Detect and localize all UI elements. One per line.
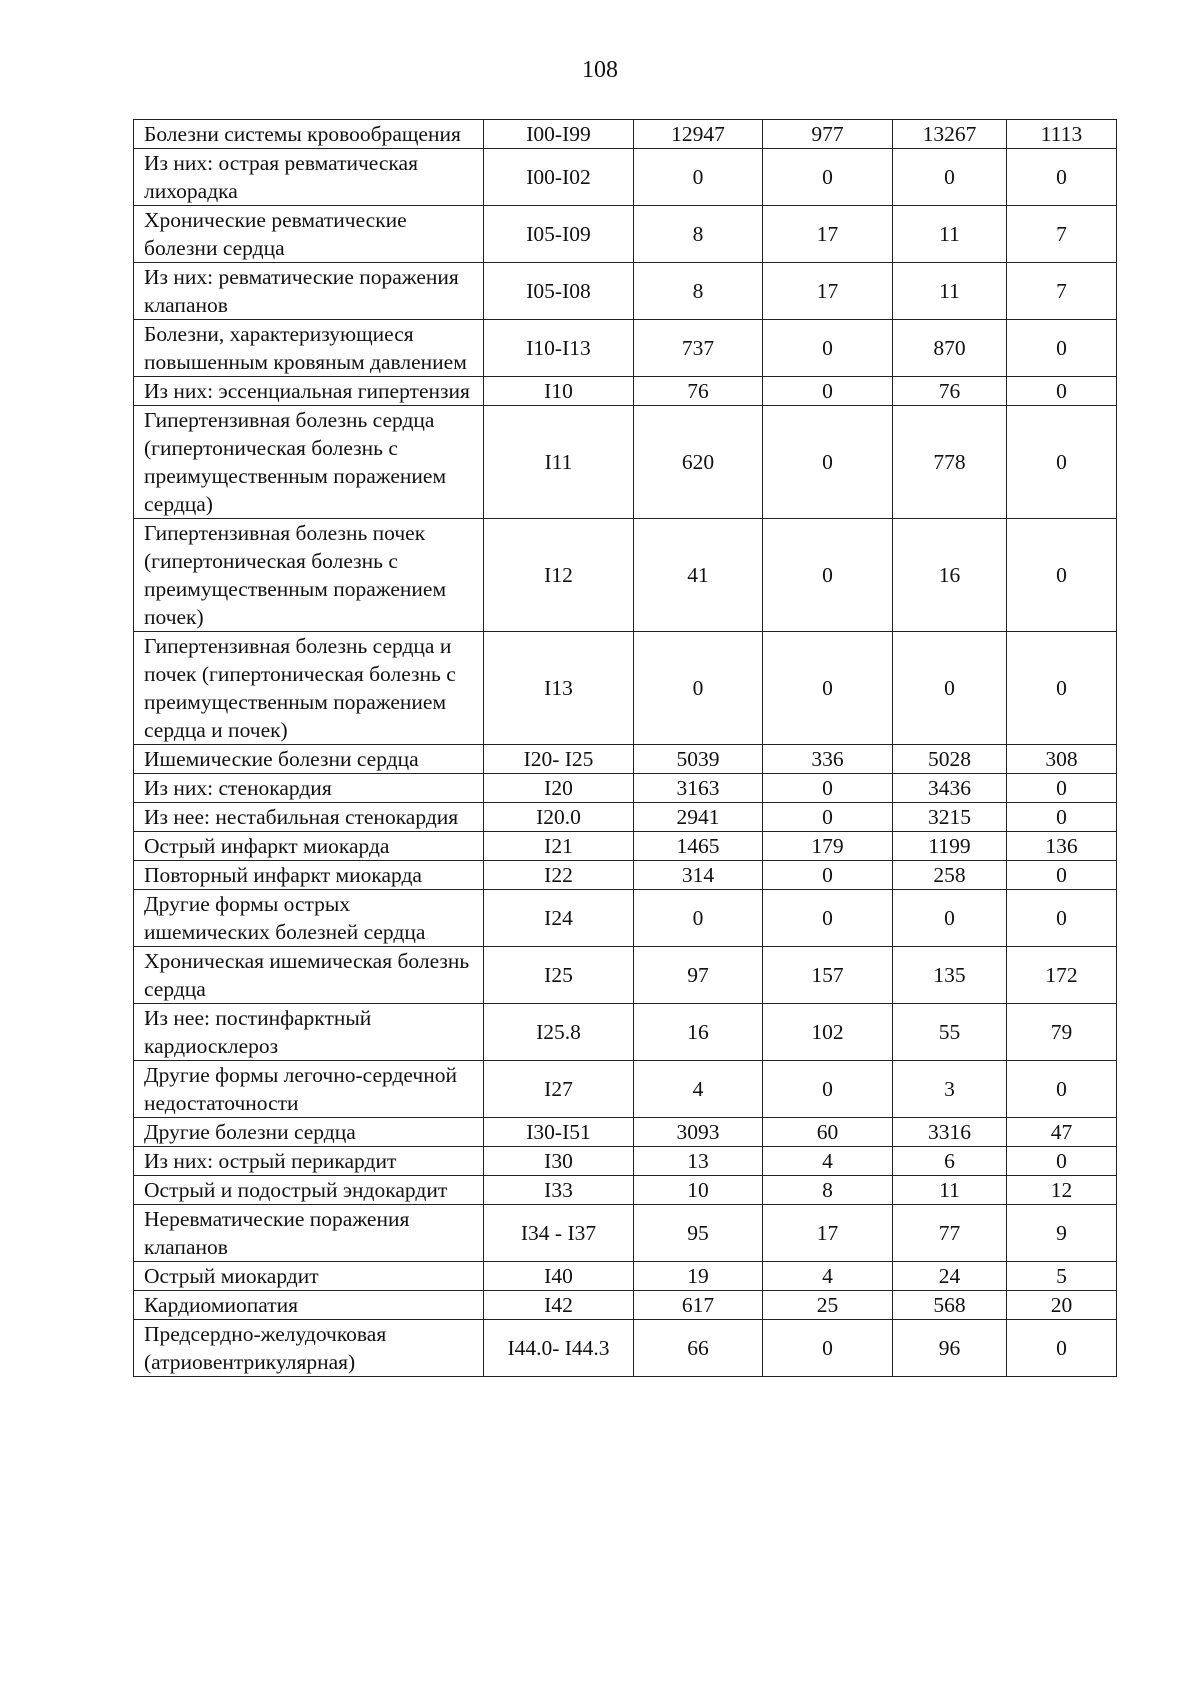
row-value-4-cell: 5 — [1007, 1262, 1117, 1291]
row-value-1-cell: 10 — [634, 1176, 763, 1205]
row-value-3-cell: 6 — [893, 1147, 1007, 1176]
row-value-2-cell: 336 — [763, 745, 893, 774]
row-name-cell: Другие формы острых ишемических болезней сердца — [134, 890, 484, 947]
row-value-2-cell: 0 — [763, 774, 893, 803]
table-row — [134, 1061, 1117, 1118]
row-value-4-cell: 0 — [1007, 320, 1117, 377]
row-value-4-cell: 0 — [1007, 1061, 1117, 1118]
row-value-4-cell: 7 — [1007, 206, 1117, 263]
row-value-2-cell: 60 — [763, 1118, 893, 1147]
row-value-2-cell: 4 — [763, 1147, 893, 1176]
row-code-cell: I10-I13 — [484, 320, 634, 377]
row-value-3-cell: 11 — [893, 1176, 1007, 1205]
row-value-1-cell: 16 — [634, 1004, 763, 1061]
row-value-4-cell: 1113 — [1007, 120, 1117, 149]
row-value-2-cell: 977 — [763, 120, 893, 149]
row-value-4-cell: 47 — [1007, 1118, 1117, 1147]
row-value-1-cell: 8 — [634, 263, 763, 320]
table-row — [134, 947, 1117, 1004]
row-name-cell: Гипертензивная болезнь почек (гипертоническая болезнь с преимущественным поражением почек) — [134, 519, 484, 632]
row-value-1-cell: 3163 — [634, 774, 763, 803]
row-value-3-cell: 778 — [893, 406, 1007, 519]
row-value-3-cell: 3436 — [893, 774, 1007, 803]
row-code-cell: I20- I25 — [484, 745, 634, 774]
row-name-cell: Гипертензивная болезнь сердца (гипертоническая болезнь с преимущественным поражением сердца) — [134, 406, 484, 519]
row-value-4-cell: 136 — [1007, 832, 1117, 861]
row-name-cell: Хроническая ишемическая болезнь сердца — [134, 947, 484, 1004]
table-body — [134, 120, 1117, 1377]
row-value-3-cell: 11 — [893, 206, 1007, 263]
row-value-4-cell: 0 — [1007, 861, 1117, 890]
row-value-4-cell: 0 — [1007, 632, 1117, 745]
row-name-cell: Гипертензивная болезнь сердца и почек (гипертоническая болезнь с преимущественным поражением сердца и почек) — [134, 632, 484, 745]
row-value-4-cell: 7 — [1007, 263, 1117, 320]
row-code-cell: I13 — [484, 632, 634, 745]
row-value-3-cell: 55 — [893, 1004, 1007, 1061]
table-row — [134, 406, 1117, 519]
row-value-3-cell: 16 — [893, 519, 1007, 632]
row-value-2-cell: 8 — [763, 1176, 893, 1205]
row-value-1-cell: 1465 — [634, 832, 763, 861]
row-name-cell: Из нее: нестабильная стенокардия — [134, 803, 484, 832]
row-name-cell: Из них: острый перикардит — [134, 1147, 484, 1176]
row-value-3-cell: 135 — [893, 947, 1007, 1004]
row-value-2-cell: 179 — [763, 832, 893, 861]
row-value-3-cell: 3215 — [893, 803, 1007, 832]
row-code-cell: I20.0 — [484, 803, 634, 832]
row-value-1-cell: 8 — [634, 206, 763, 263]
row-value-2-cell: 157 — [763, 947, 893, 1004]
row-value-2-cell: 17 — [763, 206, 893, 263]
row-name-cell: Острый миокардит — [134, 1262, 484, 1291]
row-value-2-cell: 0 — [763, 861, 893, 890]
row-value-1-cell: 97 — [634, 947, 763, 1004]
table-row — [134, 632, 1117, 745]
row-value-2-cell: 0 — [763, 632, 893, 745]
row-name-cell: Кардиомиопатия — [134, 1291, 484, 1320]
table-row — [134, 263, 1117, 320]
table-row — [134, 1205, 1117, 1262]
row-name-cell: Неревматические поражения клапанов — [134, 1205, 484, 1262]
row-value-1-cell: 76 — [634, 377, 763, 406]
row-code-cell: I05-I08 — [484, 263, 634, 320]
row-name-cell: Из них: эссенциальная гипертензия — [134, 377, 484, 406]
row-name-cell: Хронические ревматические болезни сердца — [134, 206, 484, 263]
row-value-4-cell: 0 — [1007, 890, 1117, 947]
row-name-cell: Повторный инфаркт миокарда — [134, 861, 484, 890]
row-code-cell: I40 — [484, 1262, 634, 1291]
row-code-cell: I11 — [484, 406, 634, 519]
row-value-1-cell: 617 — [634, 1291, 763, 1320]
table-row — [134, 1262, 1117, 1291]
row-value-2-cell: 17 — [763, 263, 893, 320]
row-name-cell: Другие формы легочно-сердечной недостаточности — [134, 1061, 484, 1118]
table-row — [134, 1176, 1117, 1205]
row-value-3-cell: 1199 — [893, 832, 1007, 861]
row-code-cell: I20 — [484, 774, 634, 803]
row-value-3-cell: 3316 — [893, 1118, 1007, 1147]
row-value-2-cell: 25 — [763, 1291, 893, 1320]
row-value-2-cell: 102 — [763, 1004, 893, 1061]
row-name-cell: Другие болезни сердца — [134, 1118, 484, 1147]
row-value-3-cell: 568 — [893, 1291, 1007, 1320]
row-value-4-cell: 9 — [1007, 1205, 1117, 1262]
row-code-cell: I34 - I37 — [484, 1205, 634, 1262]
row-name-cell: Из нее: постинфарктный кардиосклероз — [134, 1004, 484, 1061]
row-value-1-cell: 66 — [634, 1320, 763, 1377]
row-value-4-cell: 0 — [1007, 377, 1117, 406]
row-value-3-cell: 3 — [893, 1061, 1007, 1118]
row-name-cell: Из них: острая ревматическая лихорадка — [134, 149, 484, 206]
row-value-1-cell: 41 — [634, 519, 763, 632]
row-value-1-cell: 3093 — [634, 1118, 763, 1147]
row-value-4-cell: 0 — [1007, 1147, 1117, 1176]
row-value-4-cell: 0 — [1007, 1320, 1117, 1377]
row-value-1-cell: 5039 — [634, 745, 763, 774]
table-row — [134, 745, 1117, 774]
row-value-1-cell: 95 — [634, 1205, 763, 1262]
table-row — [134, 1147, 1117, 1176]
disease-statistics-table — [133, 119, 1117, 1377]
row-code-cell: I21 — [484, 832, 634, 861]
row-value-1-cell: 0 — [634, 149, 763, 206]
row-code-cell: I30-I51 — [484, 1118, 634, 1147]
row-name-cell: Предсердно-желудочковая (атриовентрикулярная) — [134, 1320, 484, 1377]
row-value-3-cell: 0 — [893, 149, 1007, 206]
row-value-3-cell: 24 — [893, 1262, 1007, 1291]
table-row — [134, 206, 1117, 263]
row-value-4-cell: 0 — [1007, 519, 1117, 632]
table-row — [134, 120, 1117, 149]
row-value-4-cell: 0 — [1007, 406, 1117, 519]
row-name-cell: Болезни системы кровообращения — [134, 120, 484, 149]
table-row — [134, 1291, 1117, 1320]
row-value-2-cell: 0 — [763, 890, 893, 947]
row-value-3-cell: 0 — [893, 890, 1007, 947]
row-value-1-cell: 13 — [634, 1147, 763, 1176]
row-value-1-cell: 0 — [634, 632, 763, 745]
row-value-4-cell: 0 — [1007, 803, 1117, 832]
table-row — [134, 149, 1117, 206]
row-code-cell: I00-I99 — [484, 120, 634, 149]
table-row — [134, 890, 1117, 947]
row-value-4-cell: 20 — [1007, 1291, 1117, 1320]
row-value-1-cell: 620 — [634, 406, 763, 519]
row-name-cell: Ишемические болезни сердца — [134, 745, 484, 774]
row-value-3-cell: 77 — [893, 1205, 1007, 1262]
row-value-1-cell: 4 — [634, 1061, 763, 1118]
table-row — [134, 519, 1117, 632]
row-code-cell: I12 — [484, 519, 634, 632]
row-code-cell: I42 — [484, 1291, 634, 1320]
table-row — [134, 320, 1117, 377]
row-value-4-cell: 0 — [1007, 774, 1117, 803]
row-code-cell: I10 — [484, 377, 634, 406]
row-code-cell: I24 — [484, 890, 634, 947]
row-value-2-cell: 0 — [763, 803, 893, 832]
row-name-cell: Болезни, характеризующиеся повышенным кровяным давлением — [134, 320, 484, 377]
table-row — [134, 377, 1117, 406]
table-row — [134, 832, 1117, 861]
row-value-2-cell: 0 — [763, 519, 893, 632]
row-code-cell: I22 — [484, 861, 634, 890]
table-row — [134, 1118, 1117, 1147]
table-row — [134, 803, 1117, 832]
row-value-1-cell: 19 — [634, 1262, 763, 1291]
row-value-3-cell: 870 — [893, 320, 1007, 377]
row-value-1-cell: 0 — [634, 890, 763, 947]
row-value-2-cell: 17 — [763, 1205, 893, 1262]
row-value-1-cell: 737 — [634, 320, 763, 377]
row-value-2-cell: 0 — [763, 149, 893, 206]
row-value-2-cell: 4 — [763, 1262, 893, 1291]
row-value-3-cell: 5028 — [893, 745, 1007, 774]
table-row — [134, 1320, 1117, 1377]
row-name-cell: Острый инфаркт миокарда — [134, 832, 484, 861]
row-value-1-cell: 2941 — [634, 803, 763, 832]
row-value-3-cell: 258 — [893, 861, 1007, 890]
row-code-cell: I25 — [484, 947, 634, 1004]
row-value-3-cell: 11 — [893, 263, 1007, 320]
row-value-4-cell: 308 — [1007, 745, 1117, 774]
table-row — [134, 861, 1117, 890]
row-value-2-cell: 0 — [763, 320, 893, 377]
row-name-cell: Острый и подострый эндокардит — [134, 1176, 484, 1205]
row-value-4-cell: 172 — [1007, 947, 1117, 1004]
row-value-2-cell: 0 — [763, 1061, 893, 1118]
row-code-cell: I00-I02 — [484, 149, 634, 206]
row-value-3-cell: 76 — [893, 377, 1007, 406]
row-value-2-cell: 0 — [763, 1320, 893, 1377]
row-code-cell: I44.0- I44.3 — [484, 1320, 634, 1377]
row-code-cell: I33 — [484, 1176, 634, 1205]
page-number: 108 — [582, 57, 618, 83]
row-value-3-cell: 96 — [893, 1320, 1007, 1377]
row-value-1-cell: 12947 — [634, 120, 763, 149]
row-value-3-cell: 13267 — [893, 120, 1007, 149]
row-code-cell: I25.8 — [484, 1004, 634, 1061]
row-name-cell: Из них: ревматические поражения клапанов — [134, 263, 484, 320]
row-code-cell: I05-I09 — [484, 206, 634, 263]
row-value-3-cell: 0 — [893, 632, 1007, 745]
table-row — [134, 1004, 1117, 1061]
row-value-4-cell: 0 — [1007, 149, 1117, 206]
row-value-4-cell: 79 — [1007, 1004, 1117, 1061]
row-value-2-cell: 0 — [763, 406, 893, 519]
row-value-2-cell: 0 — [763, 377, 893, 406]
row-name-cell: Из них: стенокардия — [134, 774, 484, 803]
row-code-cell: I30 — [484, 1147, 634, 1176]
table-row — [134, 774, 1117, 803]
row-code-cell: I27 — [484, 1061, 634, 1118]
row-value-4-cell: 12 — [1007, 1176, 1117, 1205]
row-value-1-cell: 314 — [634, 861, 763, 890]
